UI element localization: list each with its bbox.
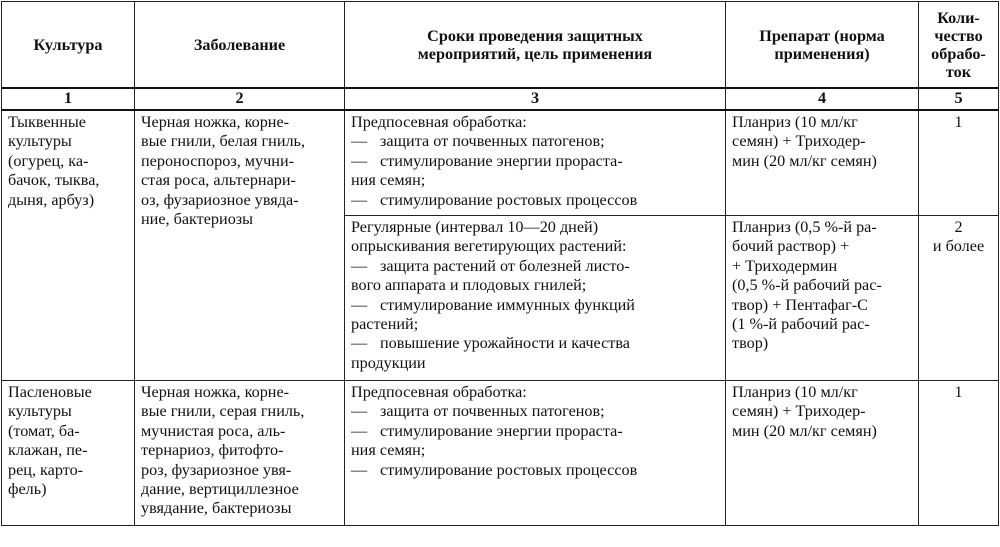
text-line: — защита от почвенных патогенов; bbox=[351, 132, 605, 151]
header-preparation: Препарат (норма применения) bbox=[726, 2, 919, 89]
header-culture: Культура bbox=[2, 2, 135, 89]
text-line: роз, фузариозное увя- bbox=[141, 460, 292, 479]
text-line: семян) + Триходер- bbox=[732, 402, 866, 421]
column-number: 4 bbox=[726, 88, 919, 110]
text-line: — стимулирование иммунных функций bbox=[351, 295, 635, 314]
disease-cell bbox=[135, 110, 345, 381]
text-line: Черная ножка, корне- bbox=[141, 383, 290, 401]
text-line: — стимулирование энергии прораста- bbox=[351, 151, 623, 170]
text-line: ния семян; bbox=[351, 171, 426, 190]
text-line: — защита растений от болезней листо- bbox=[351, 256, 630, 275]
text-line: Регулярные (интервал 10—20 дней) bbox=[351, 218, 599, 236]
header-row bbox=[2, 2, 999, 89]
text-line: — повышение урожайности и качества bbox=[351, 334, 630, 353]
text-line: вые гнили, белая гниль, bbox=[141, 132, 305, 151]
text-line: — стимулирование ростовых процессов bbox=[351, 460, 638, 479]
timing-cell bbox=[345, 216, 726, 381]
count-cell bbox=[919, 110, 999, 216]
header-timing: Сроки проведения защитных мероприятий, цель применения bbox=[345, 2, 726, 89]
text-line: ние, бактериозы bbox=[141, 210, 254, 229]
table-row bbox=[2, 381, 999, 526]
text-line: (1 %-й рабочий рас- bbox=[732, 315, 870, 334]
text-line: и более bbox=[932, 237, 985, 256]
text-line: твор) bbox=[732, 334, 769, 353]
text-line: мучнистая роса, аль- bbox=[141, 421, 286, 440]
text-line: Предпосевная обработка: bbox=[351, 383, 527, 401]
column-number: 2 bbox=[135, 88, 345, 110]
text-line: опрыскивания вегетирующих растений: bbox=[351, 237, 627, 256]
text-line: пероноспороз, мучни- bbox=[141, 151, 295, 170]
text-line: увядание, бактериозы bbox=[141, 499, 292, 518]
culture-cell bbox=[2, 381, 135, 526]
table-row bbox=[2, 110, 999, 216]
text-line: фель) bbox=[8, 480, 47, 499]
culture-cell bbox=[2, 110, 135, 381]
text-line: (0,5 %-й рабочий рас- bbox=[732, 276, 882, 295]
text-line: дыня, арбуз) bbox=[8, 190, 95, 209]
text-line: стая роса, альтернари- bbox=[141, 171, 296, 190]
text-line: Пасленовые bbox=[8, 383, 92, 401]
text-line: + Триходермин bbox=[732, 256, 838, 275]
text-line: Планриз (10 мл/кг bbox=[732, 383, 858, 401]
text-line: вого аппарата и плодовых гнилей; bbox=[351, 276, 587, 295]
column-number: 5 bbox=[919, 88, 999, 110]
text-line: тернариоз, фитофто- bbox=[141, 441, 284, 460]
text-line: (огурец, ка- bbox=[8, 151, 89, 170]
text-line: растений; bbox=[351, 315, 419, 334]
text-line: семян) + Триходер- bbox=[732, 132, 866, 151]
text-line: дание, вертициллезное bbox=[141, 480, 299, 499]
column-number: 3 bbox=[345, 88, 726, 110]
preparation-cell bbox=[726, 216, 919, 381]
count-cell bbox=[919, 381, 999, 526]
column-number-row bbox=[2, 88, 999, 110]
text-line: — стимулирование энергии прораста- bbox=[351, 421, 623, 440]
column-number: 1 bbox=[2, 88, 135, 110]
header-disease: Заболевание bbox=[135, 2, 345, 89]
text-line: 2 bbox=[954, 218, 963, 236]
text-line: оз, фузариозное увяда- bbox=[141, 190, 299, 209]
text-line: Предпосевная обработка: bbox=[351, 113, 527, 131]
preparation-cell bbox=[726, 110, 919, 216]
text-line: Черная ножка, корне- bbox=[141, 113, 290, 131]
text-line: Тыквенные bbox=[8, 113, 86, 131]
text-line: мин (20 мл/кг семян) bbox=[732, 151, 877, 170]
text-line: — стимулирование ростовых процессов bbox=[351, 190, 638, 209]
text-line: рец, карто- bbox=[8, 460, 84, 479]
text-line: ния семян; bbox=[351, 441, 426, 460]
count-cell bbox=[919, 216, 999, 381]
text-line: культуры bbox=[8, 132, 72, 151]
count-value: 1 bbox=[954, 113, 963, 131]
text-line: продукции bbox=[351, 353, 426, 372]
text-line: бочий раствор) + bbox=[732, 237, 850, 256]
preparation-cell bbox=[726, 381, 919, 526]
text-line: Планриз (0,5 %-й ра- bbox=[732, 218, 877, 236]
timing-cell bbox=[345, 110, 726, 216]
text-line: бачок, тыква, bbox=[8, 171, 100, 190]
timing-cell bbox=[345, 381, 726, 526]
text-line: клажан, пе- bbox=[8, 441, 88, 460]
count-value: 1 bbox=[954, 383, 963, 401]
disease-cell bbox=[135, 381, 345, 526]
protection-table bbox=[1, 1, 999, 526]
text-line: вые гнили, серая гниль, bbox=[141, 402, 305, 421]
text-line: — защита от почвенных патогенов; bbox=[351, 402, 605, 421]
text-line: культуры bbox=[8, 402, 72, 421]
text-line: (томат, ба- bbox=[8, 421, 80, 440]
text-line: твор) + Пентафаг-С bbox=[732, 295, 868, 314]
text-line: мин (20 мл/кг семян) bbox=[732, 421, 877, 440]
text-line: Планриз (10 мл/кг bbox=[732, 113, 858, 131]
header-count: Коли- чество обрабо- ток bbox=[919, 2, 999, 89]
